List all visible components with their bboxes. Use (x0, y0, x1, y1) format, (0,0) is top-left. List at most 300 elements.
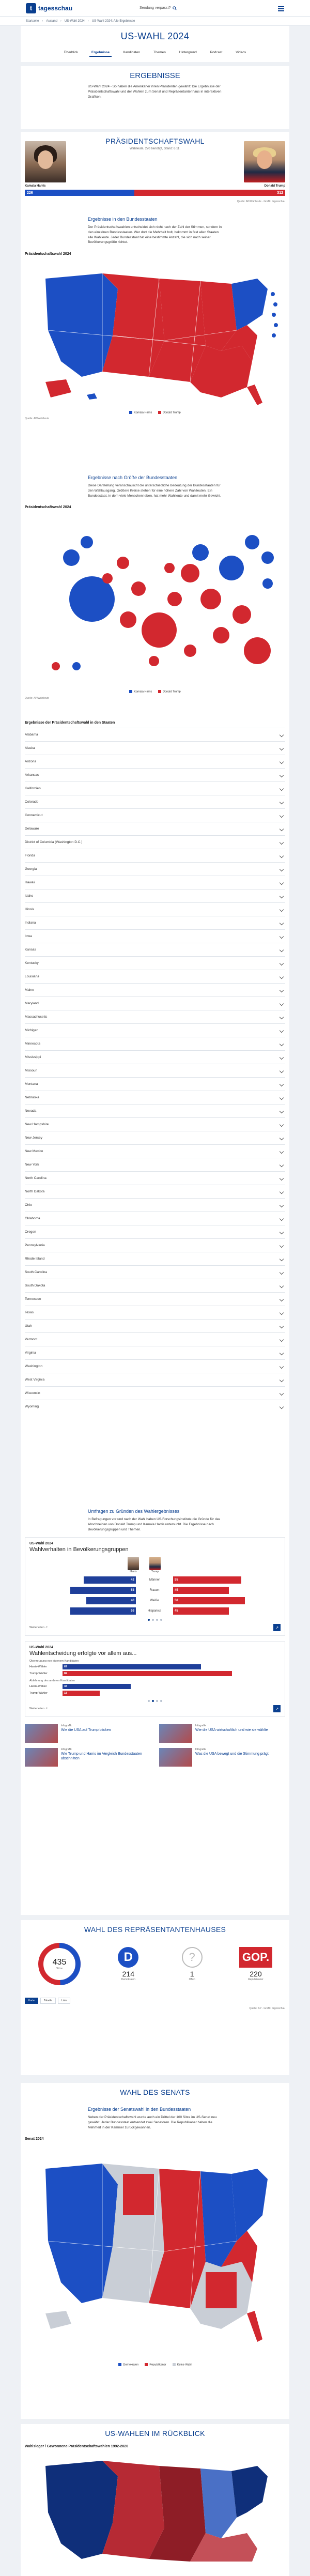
chevron-down-icon (280, 840, 284, 844)
us-states-map[interactable] (21, 258, 289, 409)
state-row[interactable] (25, 1077, 285, 1091)
state-row[interactable] (25, 1131, 285, 1144)
state-rows (21, 728, 289, 1413)
state-name: Virginia (25, 1351, 36, 1355)
chevron-down-icon (280, 746, 284, 750)
group-label: Weiße (150, 1599, 159, 1603)
state-name: New Jersey (25, 1136, 42, 1140)
chevron-down-icon (280, 1337, 284, 1341)
bubble-state (52, 662, 60, 670)
legend-dem (118, 2363, 138, 2366)
tab-liste[interactable]: Liste (58, 1998, 71, 2004)
legend-dem-label: Kamala Harris (134, 690, 152, 694)
bubble-state (117, 557, 129, 569)
tab-karte[interactable]: Karte (25, 1998, 38, 2004)
state-name: New Hampshire (25, 1123, 49, 1126)
state-row[interactable] (25, 996, 285, 1010)
bubble-state (200, 589, 221, 609)
state-row[interactable] (25, 1010, 285, 1023)
state-name: Minnesota (25, 1042, 40, 1046)
reason-bar-row (29, 1671, 281, 1676)
legend-none (173, 2363, 192, 2366)
dem-ev-bar (25, 190, 134, 196)
state-row[interactable] (25, 1373, 285, 1386)
chevron-down-icon (280, 1391, 284, 1395)
state-name: North Carolina (25, 1176, 47, 1180)
group-label: Frauen (149, 1589, 160, 1592)
state-row[interactable] (25, 1400, 285, 1413)
widget1-footer (29, 1624, 281, 1631)
chevron-down-icon (280, 1095, 284, 1099)
state-name: Georgia (25, 867, 37, 871)
senate-map-legend (21, 2363, 289, 2366)
chevron-down-icon (280, 1149, 284, 1153)
state-row[interactable] (25, 1252, 285, 1265)
chevron-down-icon (280, 1203, 284, 1207)
president-section (21, 132, 289, 468)
state-row[interactable] (25, 1023, 285, 1037)
state-row[interactable] (25, 835, 285, 849)
state-row[interactable] (25, 970, 285, 983)
legend-rep-label: Republikaner (149, 2363, 166, 2367)
reason-bar: 33 (63, 1684, 131, 1689)
teaser-title: Was die USA bewegt und die Stimmung prägt (195, 1752, 269, 1756)
widget1-title: Wahlverhalten in Bevölkerungsgruppen (29, 1546, 129, 1553)
house-view-tabs (25, 1998, 285, 2004)
bubble-map-section (21, 468, 289, 757)
state-name: Maine (25, 988, 34, 992)
tab-tabelle[interactable]: Tabelle (40, 1998, 56, 2004)
teaser-item[interactable] (159, 1724, 285, 1743)
chevron-down-icon (280, 961, 284, 965)
legend-rep (158, 690, 181, 693)
widget2-title: Wahlentscheidung erfolgte vor allem aus... (29, 1650, 137, 1657)
bubble-map-label: Präsidentschaftswahl 2024 (25, 505, 71, 510)
breadcrumb-item[interactable]: US-Wahl 2024 (65, 19, 85, 23)
president-title: PRÄSIDENTSCHAFTSWAHL (105, 137, 205, 145)
state-row[interactable] (25, 1238, 285, 1252)
state-name: Massachusetts (25, 1015, 48, 1019)
carousel-dots[interactable] (29, 1619, 281, 1621)
chevron-down-icon (280, 759, 284, 763)
share-icon[interactable]: ↗ (273, 1705, 281, 1712)
chevron-down-icon (280, 1109, 284, 1113)
chevron-down-icon (280, 1377, 284, 1382)
legend-rep-label: Donald Trump (163, 411, 181, 415)
bubble-state (131, 581, 146, 596)
state-name: Nevada (25, 1109, 37, 1113)
reason-bar: 82 (63, 1671, 232, 1676)
state-row[interactable] (25, 1171, 285, 1185)
senate-title: WAHL DES SENATS (120, 2088, 190, 2096)
bubble-state (102, 573, 113, 584)
tagesschau-logo[interactable] (26, 3, 72, 13)
bubble-state (164, 563, 175, 573)
state-row[interactable] (25, 1319, 285, 1332)
chevron-down-icon (280, 1283, 284, 1287)
menu-button[interactable] (278, 7, 284, 9)
state-name: Hawaii (25, 881, 35, 884)
state-name: Oregon (25, 1230, 36, 1234)
chevron-down-icon (280, 1028, 284, 1032)
chevron-down-icon (280, 907, 284, 911)
group-rows (29, 1576, 281, 1615)
bubble-state (192, 544, 209, 561)
state-name: Alaska (25, 746, 35, 750)
rep-share-bar: 58 (173, 1597, 245, 1604)
state-name: Kalifornien (25, 787, 41, 790)
surveys-section (21, 1501, 289, 1915)
chevron-down-icon (280, 1082, 284, 1086)
trump-name: Donald Trump (264, 185, 285, 188)
alaska (45, 379, 71, 397)
tab-podcast[interactable]: Podcast (210, 51, 223, 54)
bubble-state (184, 645, 196, 657)
chevron-down-icon (280, 1324, 284, 1328)
state-row[interactable] (25, 956, 285, 970)
tab-ueberblick[interactable]: Überblick (64, 51, 79, 54)
teaser-item[interactable] (25, 1724, 151, 1743)
house-total-label: Sitze (56, 1967, 63, 1970)
chevron-down-icon (280, 786, 284, 790)
states-map-source: Quelle: AP/Wahlleute (25, 417, 50, 421)
state-row[interactable] (25, 1158, 285, 1171)
tab-themen[interactable]: Themen (153, 51, 166, 54)
harris-name: Kamala Harris (25, 185, 46, 188)
bubble-state (262, 578, 273, 589)
teaser-kicker: Infografik (61, 1748, 72, 1752)
rep-ev-bar (134, 190, 285, 196)
breadcrumb-item[interactable]: Ausland (46, 19, 58, 23)
state-name: Nebraska (25, 1096, 39, 1099)
bubble-state (63, 549, 80, 566)
state-row[interactable] (25, 741, 285, 755)
state-name: North Dakota (25, 1190, 45, 1193)
chevron-down-icon (280, 1404, 284, 1408)
bubble-state (244, 637, 271, 664)
history-map-svg (25, 2450, 285, 2564)
state-row[interactable] (25, 916, 285, 929)
chevron-down-icon (280, 1136, 284, 1140)
senate-map[interactable] (21, 2143, 289, 2361)
dem-share-bar: 40 (86, 1597, 136, 1604)
bubble-map-intro (88, 475, 222, 498)
chevron-down-icon (280, 1015, 284, 1019)
search-label: Sendung verpasst? (140, 6, 171, 10)
chevron-down-icon (280, 1041, 284, 1046)
chevron-down-icon (280, 1351, 284, 1355)
state-row[interactable] (25, 1104, 285, 1117)
chevron-down-icon (280, 853, 284, 857)
state-row[interactable] (25, 929, 285, 943)
group-label: Hispanics (147, 1609, 161, 1613)
trump-mini-portrait (149, 1557, 161, 1570)
state-name: Wisconsin (25, 1391, 40, 1395)
state-name: Utah (25, 1324, 32, 1328)
teaser-title: Wie Trump und Harris im Vergleich Bundesstaaten abschnitten (61, 1752, 142, 1761)
chevron-down-icon (280, 988, 284, 992)
surveys-text: In Befragungen vor und nach der Wahl haben US-Forschungsinstitute die Gründe für das Abschneiden von Donald Trump und Kamala Harris untersucht. Die Ergebnisse nach Bevölkerungsgruppen und Themen. (88, 1517, 221, 1531)
state-name: Colorado (25, 800, 39, 804)
group-row (29, 1597, 281, 1604)
history-title: US-WAHLEN IM RÜCKBLICK (105, 2429, 205, 2437)
state-row[interactable] (25, 795, 285, 808)
state-name: Louisiana (25, 975, 39, 978)
state-name: Arizona (25, 760, 37, 763)
tab-kandidaten[interactable]: Kandidaten (123, 51, 140, 54)
state-row[interactable] (25, 1386, 285, 1400)
bubble-state (245, 535, 259, 549)
reason-bar-label: Harris-Wähler (29, 1665, 47, 1669)
state-row[interactable] (25, 768, 285, 781)
state-name: Kansas (25, 948, 36, 952)
chevron-down-icon (280, 1216, 284, 1220)
teaser-grid (25, 1724, 285, 1767)
chevron-down-icon (280, 1230, 284, 1234)
house-total: 435 (52, 1958, 67, 1967)
history-map-label: Wahlsieger / Gewonnene Präsidentschaftswahlen 1992-2020 (25, 2445, 129, 2448)
states-map-heading: Ergebnisse in den Bundesstaaten (88, 217, 158, 222)
teaser-kicker: Infografik (195, 1748, 206, 1752)
state-name: Florida (25, 854, 35, 857)
state-name: Tennessee (25, 1297, 41, 1301)
carousel-dots[interactable] (29, 1700, 281, 1702)
chevron-down-icon (280, 1189, 284, 1193)
state-name: Arkansas (25, 773, 39, 777)
chevron-down-icon (280, 800, 284, 804)
bubble-state (167, 592, 182, 606)
chevron-down-icon (280, 1297, 284, 1301)
group2-label: Ablehnung des anderen Kandidaten (29, 1679, 75, 1683)
state-row[interactable] (25, 1306, 285, 1319)
state-name: Iowa (25, 934, 32, 938)
state-name: Texas (25, 1311, 34, 1314)
state-row[interactable] (25, 943, 285, 956)
reason-bar-row (29, 1691, 281, 1696)
widget1-portraits (128, 1557, 281, 1573)
bubble-map-heading: Ergebnisse nach Größe der Bundesstaaten (88, 475, 178, 480)
state-table-title: Ergebnisse der Präsidentschaftswahl in den Staaten (25, 721, 115, 725)
teaser-thumb (159, 1724, 192, 1743)
state-name: Oklahoma (25, 1217, 40, 1220)
dem-share-bar: 53 (70, 1607, 136, 1615)
tab-ergebnisse[interactable]: Ergebnisse (89, 49, 112, 57)
bubble-state (120, 611, 136, 628)
widget2-footer (29, 1705, 281, 1712)
rep-share-bar: 55 (173, 1576, 241, 1584)
search-icon (173, 6, 177, 10)
state-row[interactable] (25, 808, 285, 822)
group-row (29, 1587, 281, 1594)
state-row[interactable] (25, 1050, 285, 1064)
election-header (21, 26, 289, 62)
legend-dem-label: Kamala Harris (134, 411, 152, 415)
teaser-item[interactable] (159, 1748, 285, 1767)
chevron-down-icon (280, 1068, 284, 1072)
state-row[interactable] (25, 1279, 285, 1292)
state-row[interactable] (25, 983, 285, 996)
chevron-down-icon (280, 732, 284, 737)
chevron-down-icon (280, 1162, 284, 1167)
state-row[interactable] (25, 1198, 285, 1212)
results-text: US-Wahl 2024 - So haben die Amerikaner ihren Präsidenten gewählt: Die Ergebnisse der Präsidentschaftswahl und der Wahlen zum Senat und Repräsentantenhaus in interaktiven Grafiken. (88, 85, 222, 99)
tab-videos[interactable]: Videos (236, 51, 246, 54)
state-name: Washington (25, 1364, 43, 1368)
house-summary (21, 1934, 289, 1987)
state-row[interactable] (25, 1144, 285, 1158)
states-map-label: Präsidentschaftswahl 2024 (25, 252, 71, 256)
state-name: Connecticut (25, 814, 43, 817)
harris-col-label: Harris (130, 1570, 137, 1574)
senate-text: Neben der Präsidentschaftswahl wurde auch ein Drittel der 100 Sitze im US-Senat neu gewählt. Jeder Bundesstaat entsendet zwei Senatoren. Die Republikaner haben die Mehrheit in der Kammer zurückgewonnen. (88, 2115, 217, 2129)
chevron-down-icon (280, 880, 284, 884)
states-map-intro (88, 217, 222, 245)
rep-share-bar: 45 (173, 1607, 229, 1615)
ev-source: Quelle: AP/Wahlleute · Grafik: tagesschau (237, 200, 285, 203)
results-title: ERGEBNISSE (130, 71, 180, 80)
teaser-item[interactable] (25, 1748, 151, 1767)
dem-seat-count: 214 (122, 1970, 134, 1978)
state-row[interactable] (25, 849, 285, 862)
widget1-share-label[interactable]: Weiterleiten ↗ (29, 1626, 48, 1630)
state-row[interactable] (25, 781, 285, 795)
breadcrumb-item[interactable]: Startseite (26, 19, 39, 23)
breadcrumb (0, 17, 310, 26)
group2-bars (29, 1684, 281, 1696)
teaser-title: Wie die USA wirtschaftlich und wie sie wählte (195, 1728, 268, 1732)
state-name: New York (25, 1163, 39, 1167)
hamburger-icon (278, 8, 284, 9)
history-section (21, 2424, 289, 2576)
northeast-region (231, 279, 268, 330)
president-subtitle: Wahlleute, 270 benötigt, Stand: 6.11. (129, 147, 181, 150)
question-mark-icon: ? (182, 1947, 203, 1968)
harris-portrait (25, 141, 66, 182)
reason-bar-label: Trump-Wähler (29, 1672, 48, 1676)
state-name: New Mexico (25, 1149, 43, 1153)
chevron-down-icon (280, 974, 284, 978)
bubble-state (81, 536, 93, 548)
chevron-down-icon (280, 773, 284, 777)
bubble-state (149, 656, 159, 666)
teaser-thumb (159, 1748, 192, 1767)
breadcrumb-separator: › (42, 19, 43, 23)
teaser-title: Wie die USA auf Trump blicken (61, 1728, 111, 1732)
state-row[interactable] (25, 1265, 285, 1279)
dem-ev-count: 226 (27, 191, 33, 195)
breadcrumb-separator: › (87, 19, 89, 23)
house-source: Quelle: AP · Grafik: tagesschau (249, 2007, 285, 2010)
state-row[interactable] (25, 1037, 285, 1050)
widget2-eyebrow: US-Wahl 2024 (29, 1646, 54, 1650)
state-row[interactable] (25, 1064, 285, 1077)
bubble-map[interactable] (21, 511, 289, 688)
state-name: Vermont (25, 1338, 38, 1341)
senate-map-label: Senat 2024 (25, 2137, 44, 2141)
rep-share-bar: 45 (173, 1587, 229, 1594)
voter-groups-widget (25, 1537, 285, 1636)
state-row[interactable] (25, 1091, 285, 1104)
section-tabs (21, 49, 289, 57)
history-map[interactable] (21, 2450, 289, 2565)
state-row[interactable] (25, 1332, 285, 1346)
share-icon[interactable]: ↗ (273, 1624, 281, 1631)
dem-share-bar: 53 (70, 1587, 136, 1594)
state-row[interactable] (25, 822, 285, 835)
bubble-map-source: Quelle: AP/Wahlleute (25, 696, 50, 700)
state-name: Ohio (25, 1203, 32, 1207)
state-row[interactable] (25, 1292, 285, 1306)
open-seat-label: Offen (189, 1978, 195, 1981)
state-name: Indiana (25, 921, 36, 925)
reason-bar-label: Trump-Wähler (29, 1692, 48, 1695)
states-map-text: Der Präsidentschaftswahlen entscheidet sich nicht nach der Zahl der Stimmen, sondern in den einzelnen Bundesstaaten. Wer dort die Mehrheit holt, bekommt in fast allen Staaten alle Wahlleute. Jeder Bundesstaat hat eine bestimmte Anzahl, die sich nach seiner Bevölkerungsgröße richtet. (88, 225, 222, 244)
state-row[interactable] (25, 902, 285, 916)
us-map-svg (25, 258, 285, 408)
state-name: Illinois (25, 908, 35, 911)
reason-bar-row (29, 1664, 281, 1669)
state-name: Mississippi (25, 1055, 41, 1059)
state-name: Delaware (25, 827, 39, 831)
group-label: Männer (149, 1578, 160, 1582)
state-row[interactable] (25, 728, 285, 741)
dem-share-bar: 42 (84, 1576, 136, 1584)
legend-rep (145, 2363, 166, 2366)
bubble-map-text: Diese Darstellung veranschaulicht die unterschiedliche Bedeutung der Bundesstaaten für den Wahlausgang. Größere Kreise stehen für eine höhere Zahl von Wahlleuten. Ein Bundesstaat, in dem viele Menschen leben, hat mehr Wahlleute und damit mehr Gewicht. (88, 484, 221, 498)
widget2-share-label[interactable]: Weiterleiten ↗ (29, 1707, 48, 1711)
legend-dem (129, 690, 152, 693)
bubble-state (181, 564, 199, 582)
chevron-down-icon (280, 1256, 284, 1261)
state-row[interactable] (25, 1346, 285, 1359)
bubble-state (261, 551, 274, 564)
chevron-down-icon (280, 867, 284, 871)
legend-rep (158, 411, 181, 414)
tab-hintergrund[interactable]: Hintergrund (179, 51, 197, 54)
chevron-down-icon (280, 1176, 284, 1180)
state-row[interactable] (25, 1225, 285, 1238)
state-row[interactable] (25, 862, 285, 876)
teaser-thumb (25, 1748, 58, 1767)
chevron-down-icon (280, 826, 284, 831)
trump-portrait (244, 141, 285, 182)
state-row[interactable] (25, 1117, 285, 1131)
state-row[interactable] (25, 1359, 285, 1373)
chevron-down-icon (280, 1001, 284, 1005)
candidate-names (21, 185, 289, 188)
northeast-region (231, 2169, 268, 2241)
legend-none-label: Keine Wahl (177, 2363, 192, 2367)
state-name: Wyoming (25, 1405, 39, 1408)
chevron-down-icon (280, 1364, 284, 1368)
open-seat-count: 1 (190, 1970, 194, 1978)
rep-ev-count: 312 (277, 191, 283, 195)
state-row[interactable] (25, 1185, 285, 1198)
state-name: Missouri (25, 1069, 38, 1072)
state-name: Pennsylvania (25, 1244, 45, 1247)
state-row[interactable] (25, 1212, 285, 1225)
hawaii (87, 393, 97, 400)
state-row[interactable] (25, 876, 285, 889)
logo-text: tagesschau (38, 4, 73, 12)
state-name: South Carolina (25, 1270, 47, 1274)
rep-seat-count: 220 (250, 1970, 262, 1978)
state-row[interactable] (25, 889, 285, 902)
state-name: Montana (25, 1082, 38, 1086)
decision-reason-widget (25, 1641, 285, 1717)
sendung-verpasst-link[interactable] (140, 6, 177, 10)
state-row[interactable] (25, 755, 285, 768)
